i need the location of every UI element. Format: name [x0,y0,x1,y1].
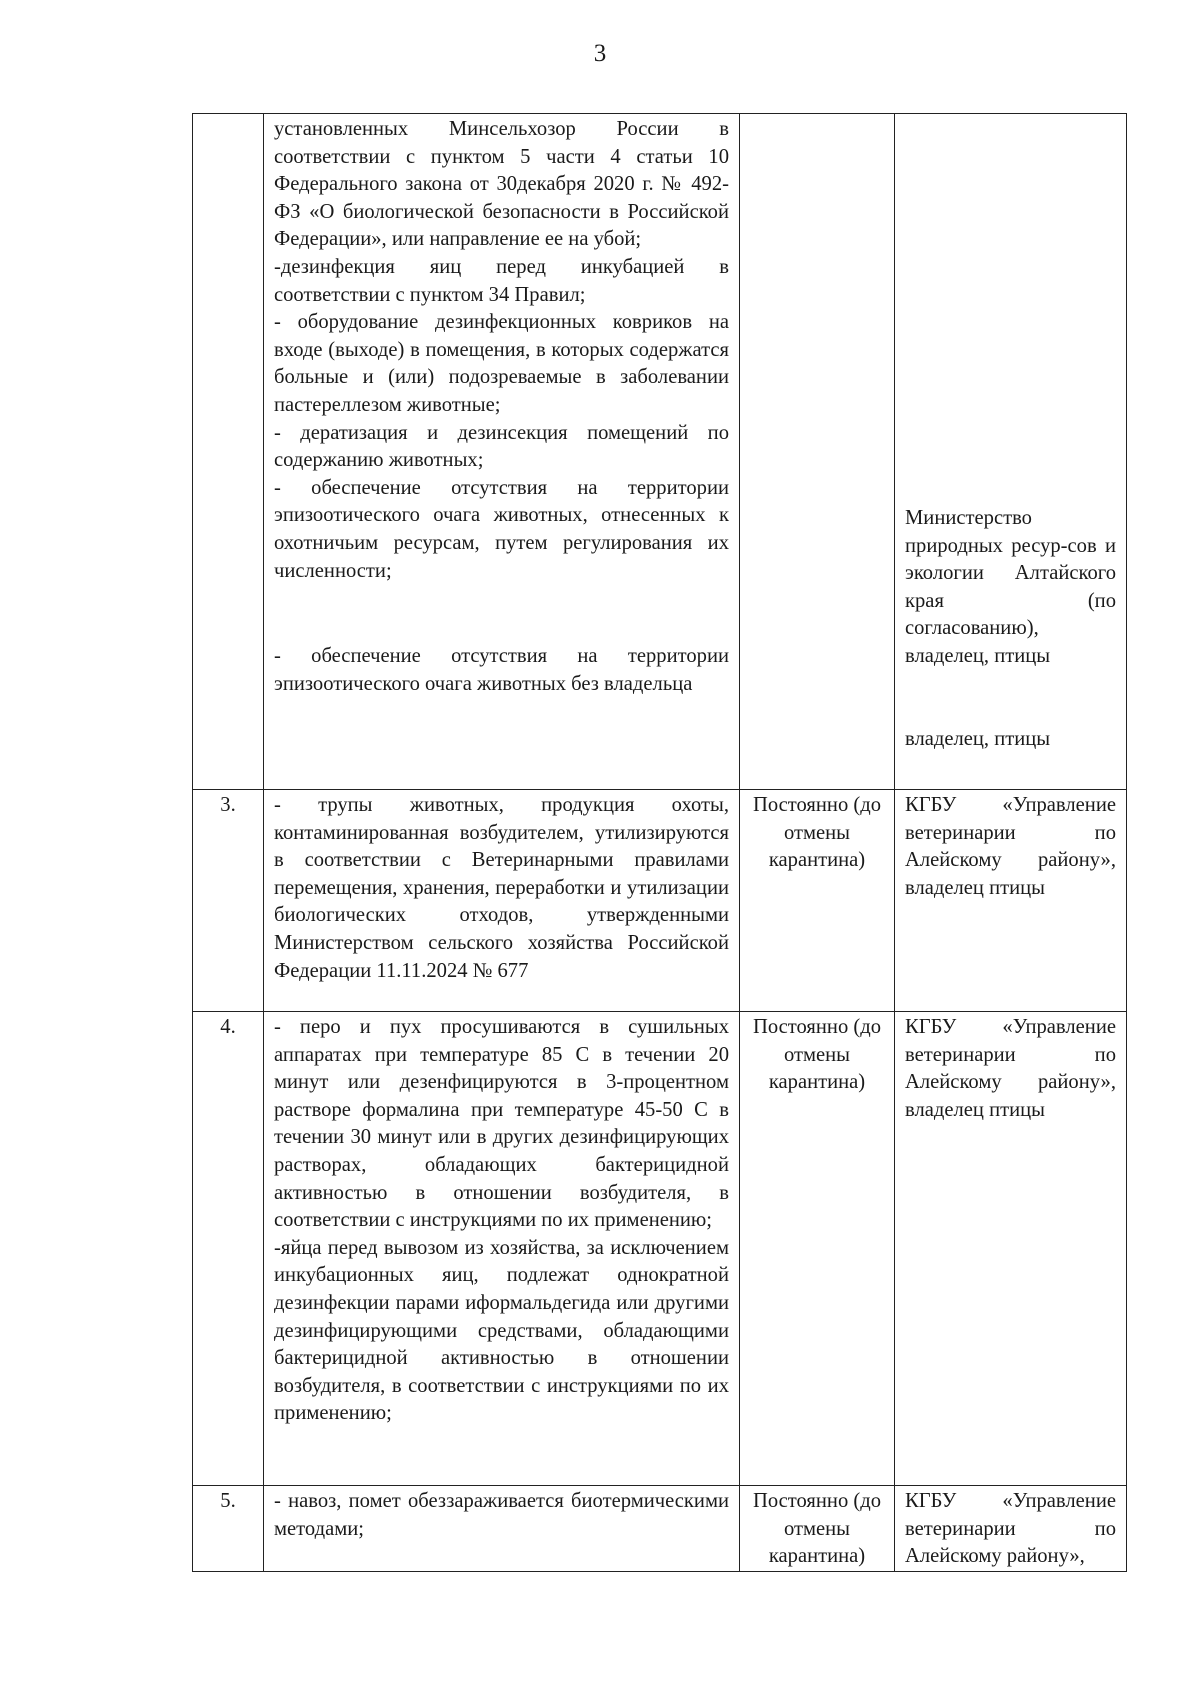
row-number: 5. [193,1486,264,1572]
responsible-item: Министерство природных ресур-сов и экологии Алтайского края (по согласованию), владелец, птицы [905,507,1116,667]
term-cell [740,114,895,790]
responsible-item: КГБУ «Управление ветеринарии по Алейскому району», владелец птицы [905,794,1116,899]
measure-item: - перо и пух просушиваются в сушильных аппаратах при температуре 85 С в течении 20 минут или дезенфицируются в 3-процентном растворе формалина при температуре 45-50 С в течении 30 минут или в других дезинфицирующих растворах, обладающих бактерицидной активностью в отношении возбудителя, в соответствии с инструкциями по их применению; [274,1016,729,1232]
row-number: 4. [193,1012,264,1486]
row-number: 3. [193,790,264,1012]
responsible-item: КГБУ «Управление ветеринарии по Алейскому району», [905,1490,1116,1568]
measure-item: - дератизация и дезинсекция помещений по содержанию животных; [274,421,729,472]
measure-item: установленных Минсельхозор России в соответствии с пунктом 5 части 4 статьи 10 Федерального закона от 30декабря 2020 г. № 492-ФЗ «О биологической безопасности в Российской Федерации», или направление ее на убой; [274,118,729,251]
measure-item: - трупы животных, продукция охоты, контаминированная возбудителем, утилизируются в соответствии с Ветеринарными правилами перемещения, хранения, переработки и утилизации биологических отходов, утвержденными Министерством сельского хозяйства Российской Федерации 11.11.2024 № 677 [274,794,729,982]
page-number: 3 [593,40,607,67]
term-cell: Постоянно (до отмены карантина) [740,1486,895,1572]
responsible-item: владелец, птицы [905,727,1051,750]
term-cell: Постоянно (до отмены карантина) [740,790,895,1012]
table-row [193,790,1127,1012]
measure-item: -дезинфекция яиц перед инкубацией в соответствии с пунктом 34 Правил; [274,255,729,306]
row-number [193,114,264,790]
responsible-cell [895,1486,1127,1572]
responsible-cell [895,114,1127,790]
measures-table [192,113,1127,1572]
table-row [193,114,1127,790]
measure-content [264,1012,740,1486]
measure-item: - обеспечение отсутствия на территории эпизоотического очага животных, отнесенных к охотничьим ресурсам, путем регулирования их численности; [274,476,729,582]
responsible-cell [895,1012,1127,1486]
table-row [193,1012,1127,1486]
measure-content [264,790,740,1012]
measure-item: - обеспечение отсутствия на территории эпизоотического очага животных без владельца [274,645,729,695]
measure-item: - оборудование дезинфекционных ковриков на входе (выходе) в помещения, в которых содержатся больные и (или) подозреваемые в заболевании пастереллезом животные; [274,311,729,416]
measure-content [264,1486,740,1572]
term-cell: Постоянно (до отмены карантина) [740,1012,895,1486]
measure-item: - навоз, помет обеззараживается биотермическими методами; [274,1490,729,1540]
measure-content [264,114,740,790]
responsible-cell [895,790,1127,1012]
table-row [193,1486,1127,1572]
measure-item: -яйца перед вывозом из хозяйства, за исключением инкубационных яиц, подлежат однократной дезинфекции парами иформальдегида или другими дезинфицирующими средствами, обладающими бактерицидной активностью в отношении возбудителя, в соответствии с инструкциями по их применению; [274,1236,729,1425]
responsible-item: КГБУ «Управление ветеринарии по Алейскому району», владелец птицы [905,1016,1116,1121]
